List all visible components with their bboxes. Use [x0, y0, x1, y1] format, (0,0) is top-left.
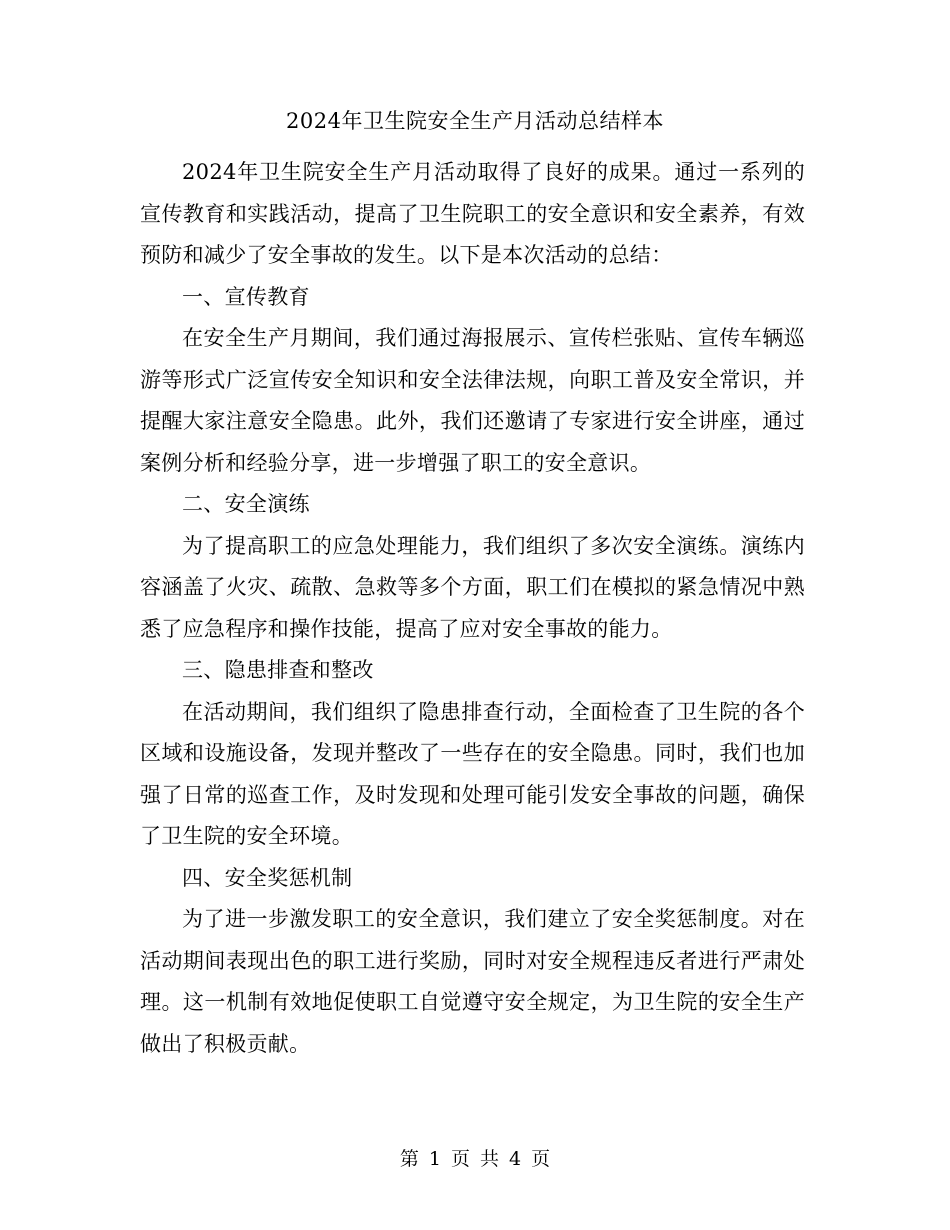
- page-footer: 第 1 页 共 4 页: [399, 1148, 551, 1170]
- section-body-reward-mechanism: 为了进一步激发职工的安全意识，我们建立了安全奖惩制度。对在活动期间表现出色的职工进行奖励，同时对安全规程违反者进行严肃处理。这一机制有效地促使职工自觉遵守安全规定，为卫生院的安全生产做出了积极贡献。: [140, 907, 805, 1056]
- section-heading-drills: 二、安全演练: [182, 492, 310, 516]
- section-heading-publicity: 一、宣传教育: [182, 284, 310, 309]
- section-heading-reward-mechanism: 四、安全奖惩机制: [182, 865, 353, 890]
- section-body-drills: 为了提高职工的应急处理能力，我们组织了多次安全演练。演练内容涵盖了火灾、疏散、急救等多个方面，职工们在模拟的紧急情况中熟悉了应急程序和操作技能，提高了应对安全事故的能力。: [140, 533, 805, 641]
- section-heading-hazard-inspection: 三、隐患排查和整改: [182, 658, 374, 682]
- section-body-publicity: 在安全生产月期间，我们通过海报展示、宣传栏张贴、宣传车辆巡游等形式广泛宣传安全知识和安全法律法规，向职工普及安全常识，并提醒大家注意安全隐患。此外，我们还邀请了专家进行安全讲座，通过案例分析和经验分享，进一步增强了职工的安全意识。: [140, 326, 805, 475]
- document-title: 2024年卫生院安全生产月活动总结样本: [286, 109, 664, 133]
- intro-paragraph: 2024年卫生院安全生产月活动取得了良好的成果。通过一系列的宣传教育和实践活动，提高了卫生院职工的安全意识和安全素养，有效预防和减少了安全事故的发生。以下是本次活动的总结：: [140, 160, 805, 267]
- section-body-hazard-inspection: 在活动期间，我们组织了隐患排查行动，全面检查了卫生院的各个区域和设施设备，发现并整改了一些存在的安全隐患。同时，我们也加强了日常的巡查工作，及时发现和处理可能引发安全事故的问题，确保了卫生院的安全环境。: [140, 699, 805, 848]
- document-body: [140, 152, 805, 1065]
